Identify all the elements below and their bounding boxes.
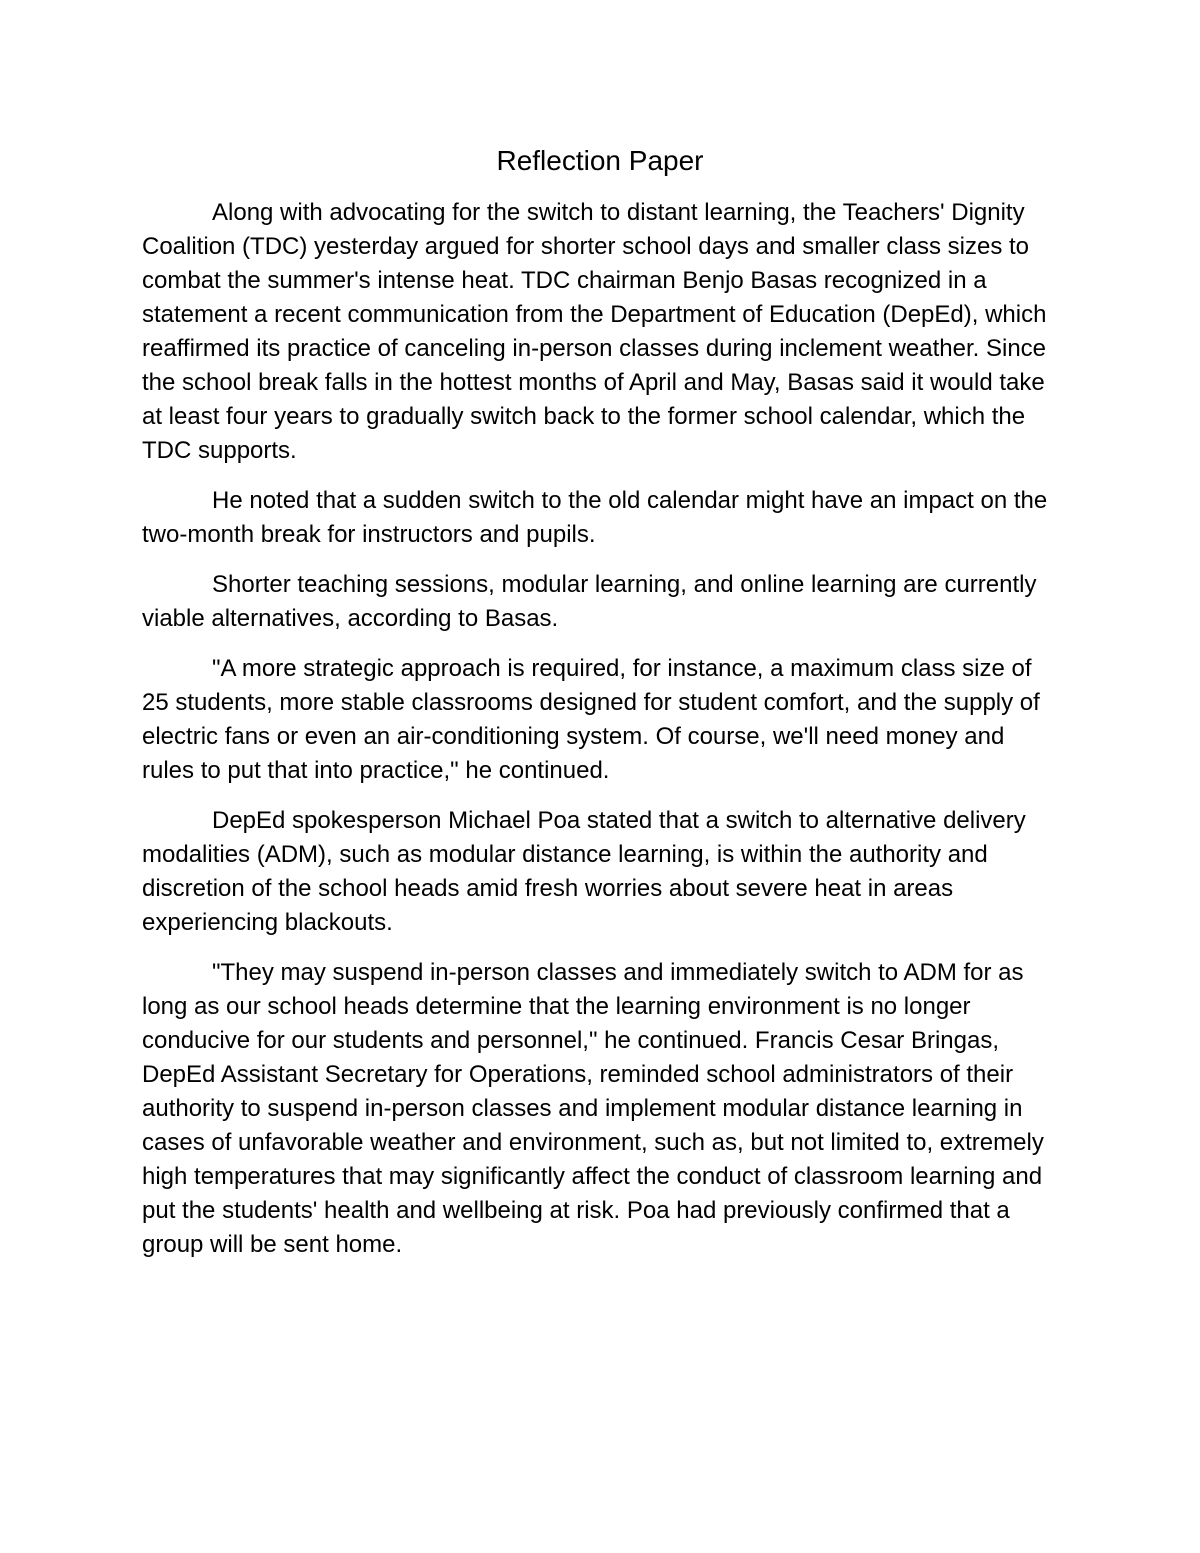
document-body (142, 196, 1062, 1278)
paragraph: Along with advocating for the switch to distant learning, the Teachers' Dignity Coalition (TDC) yesterday argued for shorter school days and smaller class sizes to combat the summer's intense heat. TDC chairman Benjo Basas recognized in a statement a recent communication from the Department of Education (DepEd), which reaffirmed its practice of canceling in-person classes during inclement weather. Since the school break falls in the hottest months of April and May, Basas said it would take at least four years to gradually switch back to the former school calendar, which the TDC supports. (142, 199, 1047, 464)
paragraph: "They may suspend in-person classes and immediately switch to ADM for as long as our school heads determine that the learning environment is no longer conducive for our students and personnel," he continued. Francis Cesar Bringas, DepEd Assistant Secretary for Operations, reminded school administrators of their authority to suspend in-person classes and implement modular distance learning in cases of unfavorable weather and environment, such as, but not limited to, extremely high temperatures that may significantly affect the conduct of classroom learning and put the students' health and wellbeing at risk. Poa had previously confirmed that a group will be sent home. (142, 959, 1044, 1258)
paragraph: DepEd spokesperson Michael Poa stated that a switch to alternative delivery modalities (ADM), such as modular distance learning, is within the authority and discretion of the school heads amid fresh worries about severe heat in areas experiencing blackouts. (142, 807, 1026, 936)
paragraph: He noted that a sudden switch to the old calendar might have an impact on the two-month break for instructors and pupils. (142, 487, 1048, 548)
paragraph: "A more strategic approach is required, for instance, a maximum class size of 25 students, more stable classrooms designed for student comfort, and the supply of electric fans or even an air-conditioning system. Of course, we'll need money and rules to put that into practice," he continued. (142, 655, 1040, 784)
paragraph: Shorter teaching sessions, modular learning, and online learning are currently viable alternatives, according to Basas. (142, 571, 1037, 632)
document-title: Reflection Paper (496, 145, 704, 176)
